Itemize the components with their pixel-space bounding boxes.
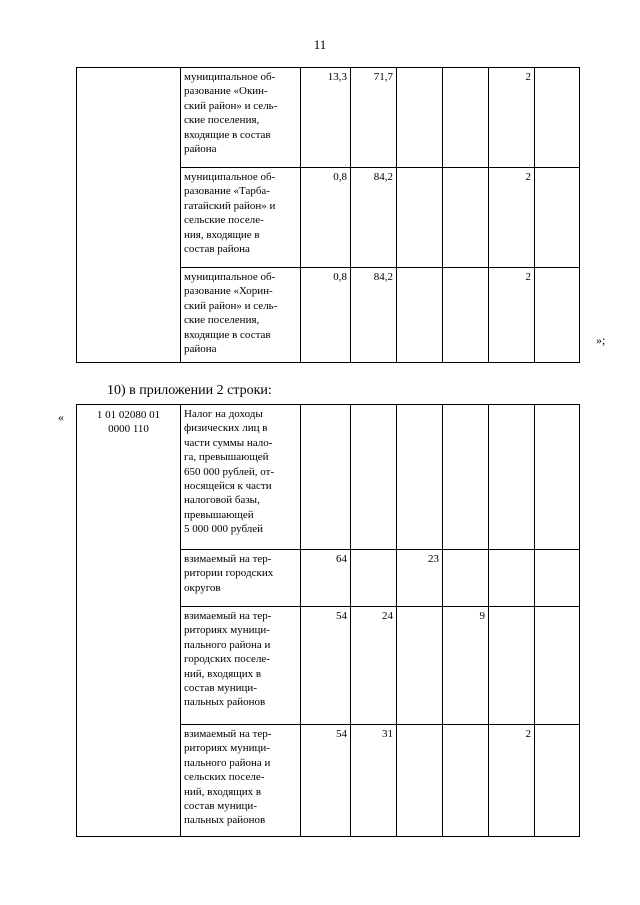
budget-code-line: 0000 110: [108, 423, 149, 436]
description-line: носящейся к части: [184, 480, 272, 493]
description-line: муниципальное об-: [184, 71, 276, 83]
value-cell: [489, 405, 535, 550]
description-line: муниципальное об-: [184, 271, 276, 283]
description-line: взимаемый на тер-: [184, 728, 272, 740]
value-cell: 24: [351, 607, 397, 725]
page-number: 11: [313, 37, 327, 52]
budget-code-line: 1 01 02080 01: [96, 409, 161, 421]
description-line: муниципальное об-: [184, 171, 276, 183]
description-line: риториях муници-: [184, 742, 270, 755]
budget-code-cell: [77, 405, 181, 837]
description-line: ские поселения,: [184, 114, 260, 127]
description-line: ний, входящих в: [184, 667, 262, 680]
description-line: взимаемый на тер-: [184, 610, 272, 622]
value-cell: [535, 550, 580, 607]
value-cell: 71,7: [351, 68, 397, 168]
description-line: пального района и: [184, 638, 271, 651]
value-cell: 0,8: [301, 268, 351, 363]
description-line: пального района и: [184, 756, 271, 769]
description-line: округов: [184, 581, 221, 594]
description-line: налоговой базы,: [184, 494, 260, 507]
value-cell: [489, 607, 535, 725]
description-line: физических лиц в: [184, 422, 268, 435]
value-cell: 84,2: [351, 268, 397, 363]
value-cell: [443, 725, 489, 837]
value-cell: [397, 405, 443, 550]
closing-quote: »;: [596, 333, 606, 347]
value-cell: 23: [397, 550, 443, 607]
description-line: разование «Окин-: [184, 85, 268, 98]
table-row: [77, 68, 580, 168]
row-description: [181, 268, 301, 363]
description-line: сельских поселе-: [184, 771, 265, 784]
value-cell: [535, 168, 580, 268]
value-cell: [397, 725, 443, 837]
value-cell: 2: [489, 725, 535, 837]
description-line: 650 000 рублей, от-: [184, 465, 275, 478]
value-cell: [489, 550, 535, 607]
description-line: пальных районов: [184, 696, 266, 709]
value-cell: 2: [489, 68, 535, 168]
value-cell: [443, 68, 489, 168]
description-line: Налог на доходы: [184, 408, 263, 420]
description-line: района: [184, 343, 217, 356]
value-cell: 31: [351, 725, 397, 837]
row-description: [181, 405, 301, 550]
section-heading: 10) в приложении 2 строки:: [107, 383, 272, 398]
value-cell: 64: [301, 550, 351, 607]
description-line: га, превышающей: [184, 451, 269, 464]
description-line: взимаемый на тер-: [184, 553, 272, 565]
value-cell: [535, 68, 580, 168]
value-cell: [535, 607, 580, 725]
description-line: ния, входящие в: [184, 228, 260, 241]
description-line: района: [184, 143, 217, 156]
value-cell: 13,3: [301, 68, 351, 168]
value-cell: [397, 68, 443, 168]
row-description: [181, 168, 301, 268]
value-cell: [535, 725, 580, 837]
value-cell: 84,2: [351, 168, 397, 268]
value-cell: [443, 268, 489, 363]
description-line: части суммы нало-: [184, 436, 273, 449]
value-cell: [443, 168, 489, 268]
description-line: состав муници-: [184, 800, 257, 813]
value-cell: [397, 268, 443, 363]
description-line: городских поселе-: [184, 653, 270, 666]
description-line: разование «Хорин-: [184, 285, 273, 298]
description-line: ний, входящих в: [184, 785, 262, 798]
description-line: превышающей: [184, 508, 254, 521]
row-description: [181, 725, 301, 837]
description-line: пальных районов: [184, 814, 266, 827]
description-line: ский район» и сель-: [184, 99, 278, 112]
row-description: [181, 607, 301, 725]
description-line: ский район» и сель-: [184, 299, 278, 312]
value-cell: [535, 405, 580, 550]
value-cell: [397, 168, 443, 268]
value-cell: 2: [489, 268, 535, 363]
table-row: [77, 405, 580, 550]
description-line: сельские поселе-: [184, 214, 264, 227]
description-line: состав муници-: [184, 682, 257, 695]
description-line: гатайский район» и: [184, 199, 276, 212]
description-line: риториях муници-: [184, 624, 270, 637]
value-cell: [397, 607, 443, 725]
description-line: входящие в состав: [184, 128, 271, 141]
value-cell: 2: [489, 168, 535, 268]
value-cell: [351, 405, 397, 550]
description-line: ритории городских: [184, 567, 274, 580]
row-description: [181, 68, 301, 168]
budget-table-top: [76, 67, 580, 363]
value-cell: [351, 550, 397, 607]
value-cell: 9: [443, 607, 489, 725]
value-cell: 0,8: [301, 168, 351, 268]
value-cell: [301, 405, 351, 550]
description-line: 5 000 000 рублей: [184, 523, 264, 536]
description-line: разование «Тарба-: [184, 185, 270, 198]
description-line: состав района: [184, 243, 250, 256]
description-line: входящие в состав: [184, 328, 271, 341]
value-cell: [535, 268, 580, 363]
value-cell: [443, 550, 489, 607]
value-cell: [443, 405, 489, 550]
value-cell: 54: [301, 725, 351, 837]
budget-table-bottom: [76, 404, 580, 837]
description-line: ские поселения,: [184, 314, 260, 327]
row-description: [181, 550, 301, 607]
code-cell-empty: [77, 68, 181, 363]
opening-quote: «: [58, 410, 64, 424]
value-cell: 54: [301, 607, 351, 725]
